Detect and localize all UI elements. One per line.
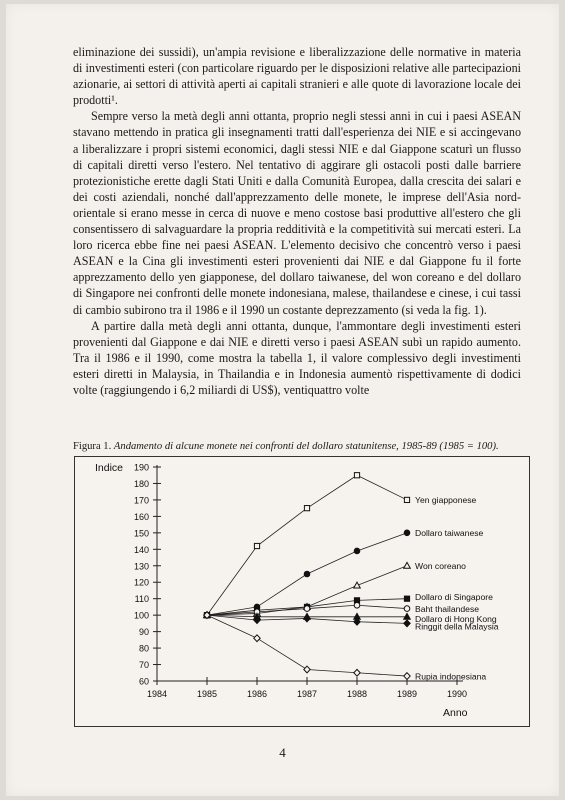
- y-tick-label: 110: [134, 594, 149, 605]
- y-tick-label: 100: [133, 610, 149, 621]
- y-tick-label: 160: [133, 511, 149, 522]
- series-label: Baht thailandese: [415, 603, 480, 614]
- data-point: [354, 548, 360, 554]
- data-point: [354, 473, 359, 478]
- series-label: Rupia indonesiana: [415, 671, 487, 682]
- y-tick-label: 80: [138, 643, 149, 654]
- paragraph: Sempre verso la metà degli anni ottanta, proprio negli stessi anni in cui i paesi ASEAN stavano mettendo in pratica gli insegnamenti tratti dall'esperienza dei NIE e si accingevano a liberalizzare i propri sistemi economici, dagli stessi NIE e dal Giappone scaturì un flusso di capitali diretti verso l'estero. Nel tentativo di aggirare gli ostacoli posti dalle barriere protezionistiche erette dagli Stati Uniti e dalla Comunità Europea, dalla crescita dei salari e dei costi aziendali, nonché dall'apprezzamento delle monete, le imprese dell'Asia nord-orientale si erano messe in cerca di nuove e meno costose basi produttive all'estero che gli consentissero di salvaguardare la propria redditività e la competitività sui mercati esteri. La loro ricerca ebbe fine nei paesi ASEAN. L'elemento decisivo che concentrò verso i paesi ASEAN e la Cina gli investimenti esteri provenienti dai NIE e dal Giappone fu il forte apprezzamento dello yen giapponese, del dollaro taiwanese, del won coreano e del dollaro di Singapore nei confronti delle monete indonesiana, malese, thailandese e cinese, i cui tassi di cambio subirono tra il 1986 e il 1990 un costante deprezzamento (si veda la fig. 1).: [73, 109, 521, 317]
- data-point: [404, 497, 409, 502]
- data-point: [354, 602, 360, 608]
- y-axis-label: Indice: [95, 462, 124, 474]
- y-tick-label: 170: [133, 495, 149, 506]
- x-axis-label: Anno: [443, 707, 468, 719]
- series-label: Won coreano: [415, 560, 466, 571]
- x-tick-label: 1985: [196, 689, 218, 699]
- figure-label: Figura 1.: [73, 441, 112, 452]
- series-label: Yen giapponese: [415, 495, 477, 506]
- page-number: 4: [279, 745, 286, 760]
- data-point: [304, 615, 310, 622]
- y-tick-label: 150: [133, 528, 149, 539]
- page: [6, 4, 559, 796]
- y-tick-label: 140: [133, 544, 149, 555]
- y-tick-label: 120: [133, 577, 149, 588]
- y-tick-label: 90: [138, 627, 149, 638]
- data-point: [304, 506, 309, 511]
- series-label: Ringgit della Malaysia: [415, 621, 499, 632]
- data-point: [354, 669, 360, 676]
- data-point: [304, 571, 310, 577]
- series-label: Dollaro di Singapore: [415, 591, 493, 602]
- data-point: [254, 543, 259, 548]
- x-tick-label: 1990: [446, 689, 468, 699]
- body-text: [73, 44, 521, 398]
- data-point: [304, 606, 310, 612]
- data-point: [404, 620, 410, 627]
- y-tick-label: 60: [138, 676, 149, 687]
- paragraph: A partire dalla metà degli anni ottanta, dunque, l'ammontare degli investimenti esteri provenienti dal Giappone e dai NIE e diretti verso i paesi ASEAN subì un rapido aumento. Tra il 1986 e il 1990, come mostra la tabella 1, il valore complessivo degli investimenti esteri diretti in Malaysia, in Thailandia e in Indonesia aumentò rispettivamente di dodici volte (raggiungendo i 6,2 miliardi di US$), ventiquattro volte: [73, 318, 521, 397]
- x-tick-label: 1989: [396, 689, 418, 699]
- data-point: [354, 582, 361, 588]
- y-tick-label: 70: [138, 660, 149, 671]
- paragraph: eliminazione dei sussidi), un'ampia revisione e liberalizzazione delle normative in materia di investimenti esteri (con particolare riguardo per le disposizioni relative alle partecipazioni azionarie, ai settori di attività aperti ai capitali stranieri e alle quote di lavorazione locale dei prodotti¹.: [73, 45, 521, 108]
- x-tick-label: 1986: [246, 689, 268, 699]
- data-point: [404, 606, 410, 612]
- x-tick-label: 1988: [346, 689, 368, 699]
- series-line: [207, 475, 407, 615]
- figure-title: Andamento di alcune monete nei confronti del dollaro statunitense, 1985-89 (1985 = 100).: [113, 441, 499, 452]
- x-tick-label: 1984: [146, 689, 168, 699]
- series-label: Dollaro taiwanese: [415, 528, 484, 539]
- data-point: [404, 596, 409, 601]
- line-chart: [75, 457, 529, 726]
- series-label: Dollaro di Hong Kong: [415, 614, 497, 624]
- data-point: [304, 666, 310, 673]
- data-point: [404, 562, 411, 568]
- data-point: [404, 613, 411, 619]
- data-point: [404, 530, 410, 536]
- figure-caption: [73, 441, 533, 452]
- data-point: [254, 635, 260, 642]
- y-tick-label: 180: [133, 478, 149, 489]
- data-point: [404, 673, 410, 680]
- y-tick-label: 190: [133, 462, 149, 473]
- figure-chart: [74, 456, 530, 727]
- x-tick-label: 1987: [296, 689, 318, 699]
- y-tick-label: 130: [133, 561, 149, 572]
